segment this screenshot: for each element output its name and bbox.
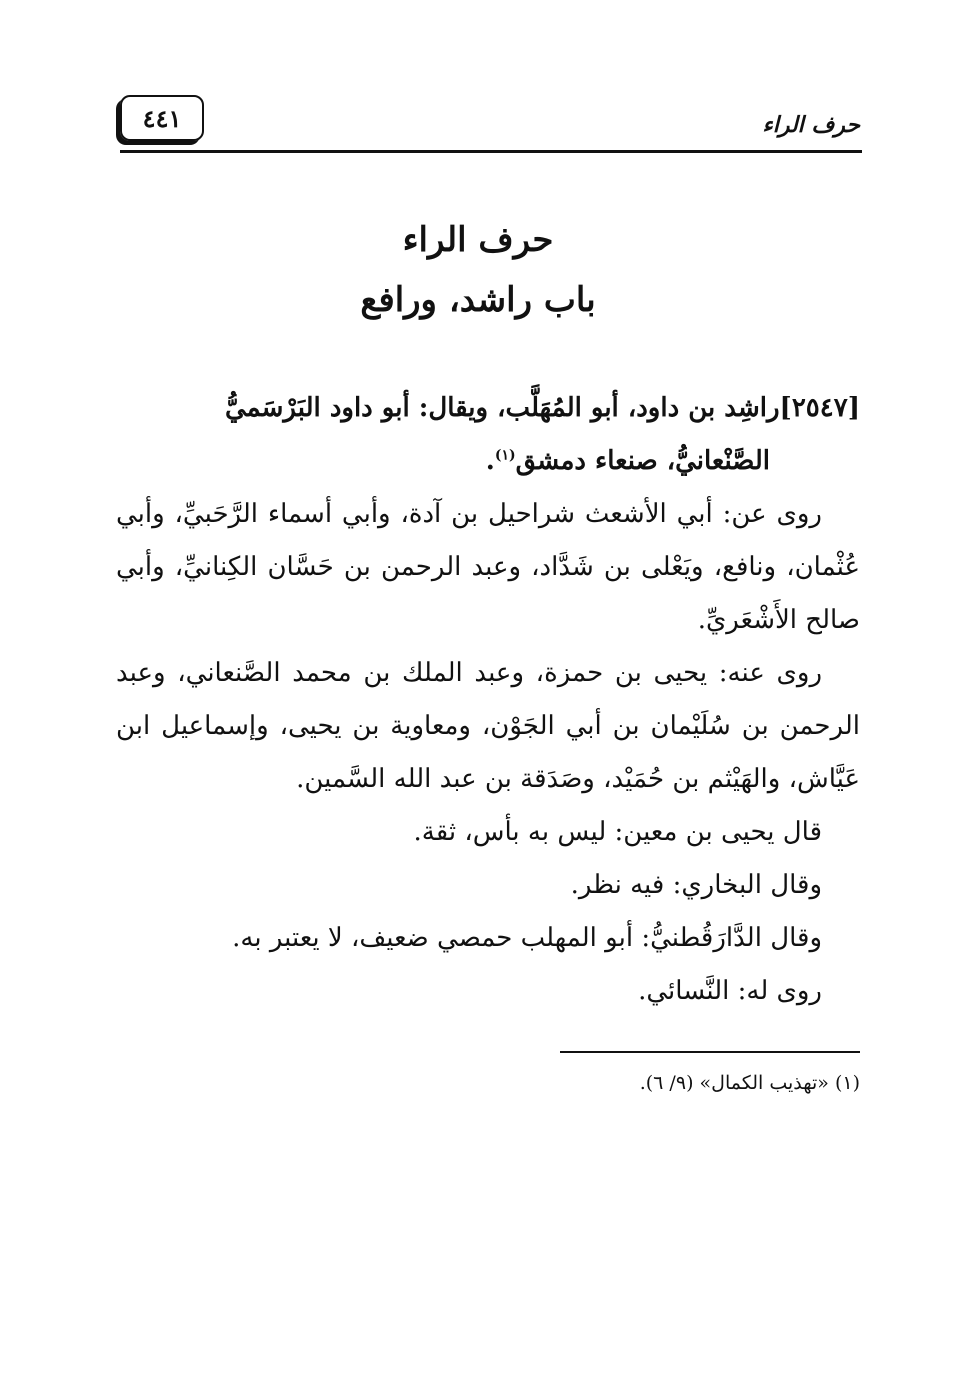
header-rule [120, 150, 862, 153]
entry-number: [٢٥٤٧] [779, 393, 860, 423]
paragraph-narrated-by: روى عنه: يحيى بن حمزة، وعبد الملك بن محمد الصَّنعاني، وعبد الرحمن بن سُلَيْمان بن أبي الجَوْن، ومعاوية بن يحيى، وإسماعيل ابن عَيَّاش، والهَيْثم بن حُمَيْد، وصَدَقة بن عبد الله السَّمين. [116, 658, 860, 794]
running-title: حرف الراء [762, 112, 860, 138]
paragraph-bukhari: وقال البخاري: فيه نظر. [570, 870, 822, 900]
entry-heading [116, 382, 860, 488]
entry-line-end: . [485, 446, 495, 476]
footnote: (١) «تهذيب الكمال» (٩/ ٦). [639, 1072, 860, 1094]
page-number [120, 95, 204, 141]
body-text [116, 382, 860, 1018]
footnote-rule [560, 1051, 860, 1053]
paragraph-daraqutni: وقال الدَّارَقُطنيُّ: أبو المهلب حمصي ضعيف، لا يعتبر به. [232, 923, 822, 953]
chapter-title: حرف الراء [402, 220, 554, 260]
entry-name-line1: راشِد بن داود، أبو المُهَلَّب، ويقال: أبو داود البَرْسَميُّ [224, 393, 780, 423]
paragraph-narrated-from: روى عن: أبي الأشعث شراحيل بن آدة، وأبي أسماء الرَّحَبيِّ، وأبي عُثْمان، ونافع، ويَعْلى بن شَدَّاد، وعبد الرحمن بن حَسَّان الكِنانيِّ، وأبي صالح الأَشْعَريِّ. [116, 499, 860, 635]
page-number-text: ٤٤١ [142, 103, 182, 133]
entry-name-line2: الصَّنْعانيُّ، صنعاء دمشق [515, 446, 770, 476]
footnote-ref: (١) [494, 447, 516, 464]
section-title: باب راشد، ورافع [360, 280, 596, 320]
paragraph-narrated-for: روى له: النَّسائي. [638, 976, 822, 1006]
paragraph-ibn-maeen: قال يحيى بن معين: ليس به بأس، ثقة. [413, 817, 822, 847]
